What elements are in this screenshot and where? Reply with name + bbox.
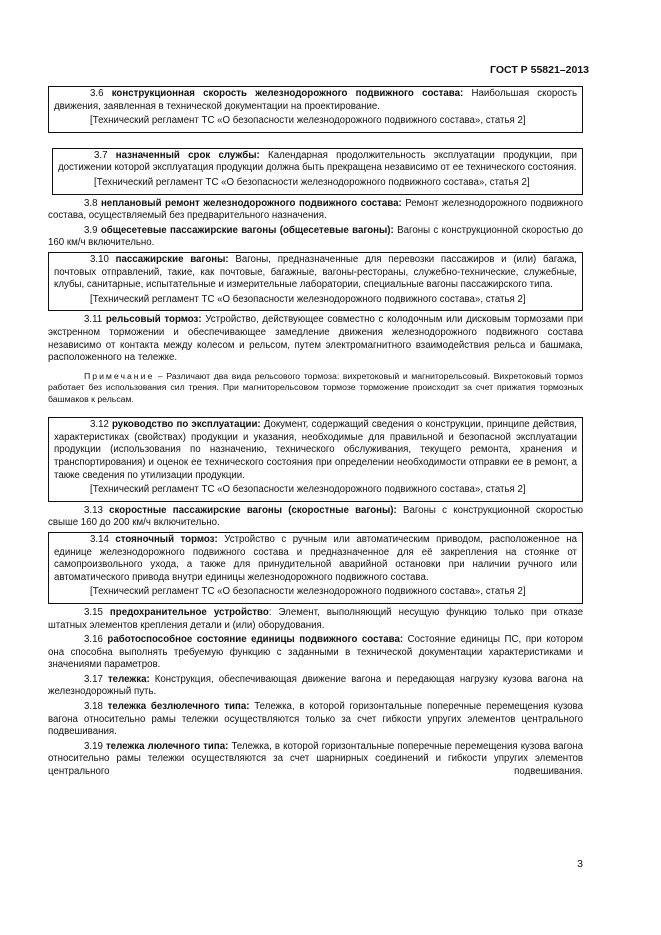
term-reference: [Технический регламент ТС «О безопасности железнодорожного подвижного состава», статья 2] [94,176,530,188]
term-3-16: 3.16 работоспособное состояние единицы подвижного состава: Состояние единицы ПС, при котором она способна выполнять требуемую функцию с заданными в технической документации характеристиками и значениями параметров. [48,634,583,671]
term-title: неплановый ремонт железнодорожного подвижного состава: [100,197,402,209]
term-title: конструкционная скорость железнодорожного подвижного состава: [111,88,464,99]
note [48,371,583,406]
standard-designation: ГОСТ Р 55821–2013 [490,64,589,76]
term-title: тележка: [107,673,150,685]
note-label: Примечание [84,370,155,381]
term-title: руководство по эксплуатации: [112,419,261,431]
term-3-17: 3.17 тележка: Конструкция, обеспечивающая движение вагона и передающая нагрузку кузова вагона на железнодорожный путь. [48,673,583,698]
term-box-3-12 [48,417,583,502]
term-reference: [Технический регламент ТС «О безопасности железнодорожного подвижного состава», статья 2] [90,115,526,127]
term-3-6: 3.6 конструкционная скорость железнодорожного подвижного состава: Наибольшая скорость движения, заявленная в технической документации на проектирование. [54,88,577,112]
term-3-11: 3.11 рельсовый тормоз: Устройство, действующее совместно с колодочным или дисковым тормозами при экстренном торможении и обеспечивающее замедление движения железнодорожного подвижного состава независимо от контакта между колесом и рельсом, путем электромагнитного взаимодействия рельса и башмака, расположенного на тележке. [48,314,583,364]
term-box-3-14 [48,532,583,604]
term-3-10: 3.10 пассажирские вагоны: Вагоны, предназначенные для перевозки пассажиров и (или) багажа, почтовых отправлений, такие, как почтовые, багажные, вагоны-рестораны, служебно-технические, служебные, клубы, санитарные, испытательные и измерительные лаборатории, специальные вагоны пассажирского типа. [54,253,577,291]
term-3-14: 3.14 стояночный тормоз: Устройство с ручным или автоматическим приводом, расположенное на единице железнодорожного подвижного состава и предназначенное для её закрепления на стоянке от самопроизвольного ухода, а также для принудительной аварийной остановки при наличии ручного или автоматического привода внутри единицы железнодорожного подвижного состава. [54,533,577,583]
term-box-3-10 [48,252,583,311]
term-title: предохранительное устройство [109,606,269,618]
note-text: – Различают два вида рельсового тормоза: вихретоковый и магниторельсовый. Вихретоковый тормоз работает без использования сил трения. При магниторельсовом тормозе торможение происходит за счет прижатия тормозных башмаков к рельсам. [48,370,583,404]
term-box-3-6 [48,86,583,133]
term-title: работоспособное состояние единицы подвижного состава: [107,634,404,646]
document-body [48,86,583,781]
term-title: пассажирские вагоны: [115,253,229,265]
term-title: скоростные пассажирские вагоны (скоростные вагоны): [109,504,397,516]
term-3-9: 3.9 общесетевые пассажирские вагоны (общесетевые вагоны): Вагоны с конструкционной скоростью до 160 км/ч включительно. [48,224,584,249]
term-3-7: 3.7 назначенный срок службы: Календарная продолжительность эксплуатации продукции, при достижении которой эксплуатация продукции должна быть прекращена независимо от ее технического состояния. [58,149,577,174]
term-3-8: 3.8 неплановый ремонт железнодорожного подвижного состава: Ремонт железнодорожного подвижного состава, осуществляемый без предварительного назначения. [48,197,583,222]
term-reference: [Технический регламент ТС «О безопасности железнодорожного подвижного состава», статья 2] [90,293,526,305]
term-3-15: 3.15 предохранительное устройство: Элемент, выполняющий несущую функцию только при отказе штатных элементов крепления детали и (или) оборудования. [48,606,583,631]
term-title: тележка люлечного типа: [105,740,229,752]
term-box-3-7 [52,148,583,195]
term-3-12: 3.12 руководство по эксплуатации: Документ, содержащий сведения о конструкции, принципе действия, характеристиках (свойствах) продукции и указания, необходимые для правильной и безопасной эксплуатации продукции (использования по назначению, технического обслуживания, текущего ремонта, хранения и транспортирования) и оценок ее технического состояния при определении необходимости отправки ее в ремонт, а также сведения по утилизации продукции. [54,419,577,481]
term-title: стояночный тормоз: [115,533,218,545]
term-title: общесетевые пассажирские вагоны (общесетевые вагоны): [100,224,394,236]
term-3-19: 3.19 тележка люлечного типа: Тележка, в которой горизонтальные поперечные перемещения кузова вагона относительно рамы тележки осуществляются за счет шарнирных соединений и гибкости упругих элементов центрального подвешивания. [48,740,583,778]
term-3-13: 3.13 скоростные пассажирские вагоны (скоростные вагоны): Вагоны с конструкционной скоростью свыше 160 до 200 км/ч включительно. [48,504,584,529]
term-reference: [Технический регламент ТС «О безопасности железнодорожного подвижного состава», статья 2] [90,484,526,496]
page-number: 3 [577,858,583,870]
term-title: тележка безлюлечного типа: [107,701,250,713]
term-title: рельсовый тормоз: [105,314,202,326]
term-reference: [Технический регламент ТС «О безопасности железнодорожного подвижного состава», статья 2] [90,586,526,598]
term-3-18: 3.18 тележка безлюлечного типа: Тележка, в которой горизонтальные поперечные перемещения кузова вагона относительно рамы тележки осуществляются только за счет гибкости упругих элементов центрального подвешивания. [48,701,583,738]
term-title: назначенный срок службы: [115,149,260,161]
